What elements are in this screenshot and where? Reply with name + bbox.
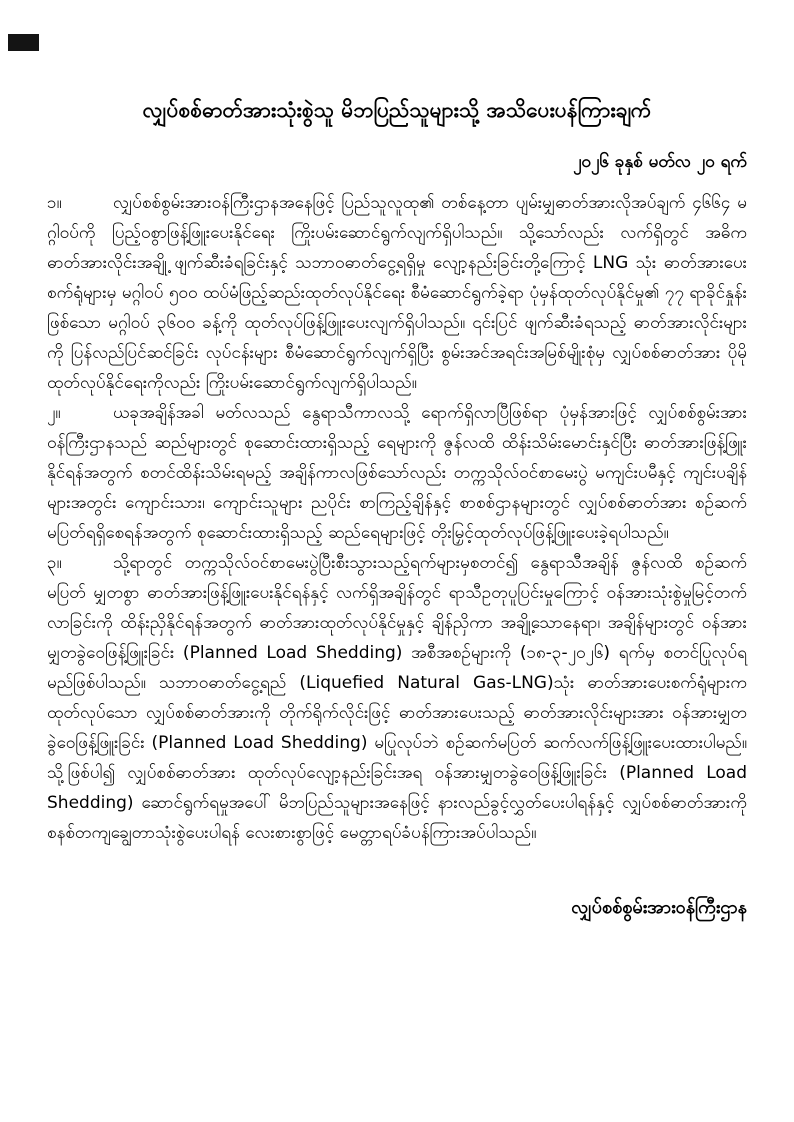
signature-line: လျှပ်စစ်စွမ်းအားဝန်ကြီးဌာန — [571, 896, 747, 918]
page-title: လျှပ်စစ်ဓာတ်အားသုံးစွဲသူ မိဘပြည်သူများသို့ အသိပေးပန်ကြားချက် — [142, 98, 652, 122]
paragraph-number: ၁။ — [47, 192, 62, 213]
paragraph-number: ၃။ — [47, 552, 62, 573]
paragraph-text: သို့ရာတွင် တက္ကသိုလ်ဝင်စာမေးပွဲပြီးစီးသွားသည့်ရက်များမှစတင်၍ နွေရာသီအချိန် ဇွန်လထိ စဉ်ဆက်မပြတ် မျှတစွာ ဓာတ်အားဖြန့်ဖြူးပေးနိုင်ရန်နှင့် လက်ရှိအချိန်တွင် ရာသီဥတုပူပြင်းမှုကြောင့် ဝန်အားသုံးစွဲမှုမြင့်တက်လာခြင်းကို ထိန်းညှိနိုင်ရန်အတွက် ဓာတ်အားထုတ်လုပ်နိုင်မှုနှင့် ချိန်ညှိကာ အချို့သောနေရာ၊ အချိန်များတွင် ဝန်အားမျှတခွဲဝေဖြန့်ဖြူးခြင်း (Planned Load Shedding) အစီအစဉ်များကို (၁၈-၃-၂၀၂၆) ရက်မှ စတင်ပြုလုပ်ရမည်ဖြစ်ပါသည်။ သဘာဝဓာတ်ငွေ့ရည် (Liquefied Natural Gas-LNG)သုံး ဓာတ်အားပေးစက်ရုံများက ထုတ်လုပ်သော လျှပ်စစ်ဓာတ်အားကို တိုက်ရိုက်လိုင်းဖြင့် ဓာတ်အားပေးသည့် ဓာတ်အားလိုင်းများအား ဝန်အားမျှတခွဲဝေဖြန့်ဖြူးခြင်း (Planned Load Shedding) မပြုလုပ်ဘဲ စဉ်ဆက်မပြတ် ဆက်လက်ဖြန့်ဖြူးပေးထားပါမည်။ သို့ဖြစ်ပါ၍ လျှပ်စစ်ဓာတ်အား ထုတ်လုပ်လျော့နည်းခြင်းအရ ဝန်အားမျှတခွဲဝေဖြန့်ဖြူးခြင်း (Planned Load Shedding) ဆောင်ရွက်ရမှုအပေါ် မိဘပြည်သူများအနေဖြင့် နားလည်ခွင့်လွှတ်ပေးပါရန်နှင့် လျှပ်စစ်ဓာတ်အားကို စနစ်တကျချွေတာသုံးစွဲပေးပါရန် လေးစားစွာဖြင့် မေတ္တာရပ်ခံပန်ကြားအပ်ပါသည်။ — [47, 552, 747, 843]
body-paragraph-1 — [47, 188, 747, 398]
body-paragraph-3 — [47, 548, 747, 848]
paragraph-text: လျှပ်စစ်စွမ်းအားဝန်ကြီးဌာနအနေဖြင့် ပြည်သူလူထု၏ တစ်နေ့တာ ပျမ်းမျှဓာတ်အားလိုအပ်ချက် ၄၆၆၄ မဂ္ဂါဝပ်ကို ပြည့်ဝစွာဖြန့်ဖြူးပေးနိုင်ရေး ကြိုးပမ်းဆောင်ရွက်လျက်ရှိပါသည်။ သို့သော်လည်း လက်ရှိတွင် အဓိကဓာတ်အားလိုင်းအချို့ ဖျက်ဆီးခံရခြင်းနှင့် သဘာဝဓာတ်ငွေ့ရရှိမှု လျော့နည်းခြင်းတို့ကြောင့် LNG သုံး ဓာတ်အားပေးစက်ရုံများမှ မဂ္ဂါဝပ် ၅၀၀ ထပ်မံဖြည့်ဆည်းထုတ်လုပ်နိုင်ရေး စီမံဆောင်ရွက်ခဲ့ရာ ပုံမှန်ထုတ်လုပ်နိုင်မှု၏ ၇၇ ရာခိုင်နှုန်းဖြစ်သော မဂ္ဂါဝပ် ၃၆၀၀ ခန့်ကို ထုတ်လုပ်ဖြန့်ဖြူးပေးလျက်ရှိပါသည်။ ၎င်းပြင် ဖျက်ဆီးခံရသည့် ဓာတ်အားလိုင်းများကို ပြန်လည်ပြင်ဆင်ခြင်း လုပ်ငန်းများ စီမံဆောင်ရွက်လျက်ရှိပြီး စွမ်းအင်အရင်းအမြစ်မျိုးစုံမှ လျှပ်စစ်ဓာတ်အား ပိုမိုထုတ်လုပ်နိုင်ရေးကိုလည်း ကြိုးပမ်းဆောင်ရွက်လျက်ရှိပါသည်။ — [47, 192, 747, 393]
paragraph-text: ယခုအချိန်အခါ မတ်လသည် နွေရာသီကာလသို့ ရောက်ရှိလာပြီဖြစ်ရာ ပုံမှန်အားဖြင့် လျှပ်စစ်စွမ်းအားဝန်ကြီးဌာနသည် ဆည်များတွင် စုဆောင်းထားရှိသည့် ရေများကို ဇွန်လထိ ထိန်းသိမ်းမောင်းနှင်ပြီး ဓာတ်အားဖြန့်ဖြူးနိုင်ရန်အတွက် စတင်ထိန်းသိမ်းရမည့် အချိန်ကာလဖြစ်သော်လည်း တက္ကသိုလ်ဝင်စာမေးပွဲ မကျင်းပမီနှင့် ကျင်းပချိန်များအတွင်း ကျောင်းသား၊ ကျောင်းသူများ ညပိုင်း စာကြည့်ချိန်နှင့် စာစစ်ဌာနများတွင် လျှပ်စစ်ဓာတ်အား စဉ်ဆက်မပြတ်ရရှိစေရန်အတွက် စုဆောင်းထားရှိသည့် ဆည်ရေများဖြင့် တိုးမြှင့်ထုတ်လုပ်ဖြန့်ဖြူးပေးခဲ့ရပါသည်။ — [47, 402, 747, 543]
corner-print-artifact — [8, 34, 39, 51]
paragraph-number: ၂။ — [47, 402, 61, 423]
date-line: ၂၀၂၆ ခုနှစ် မတ်လ ၂၀ ရက် — [573, 151, 747, 172]
body-paragraph-2 — [47, 398, 747, 548]
